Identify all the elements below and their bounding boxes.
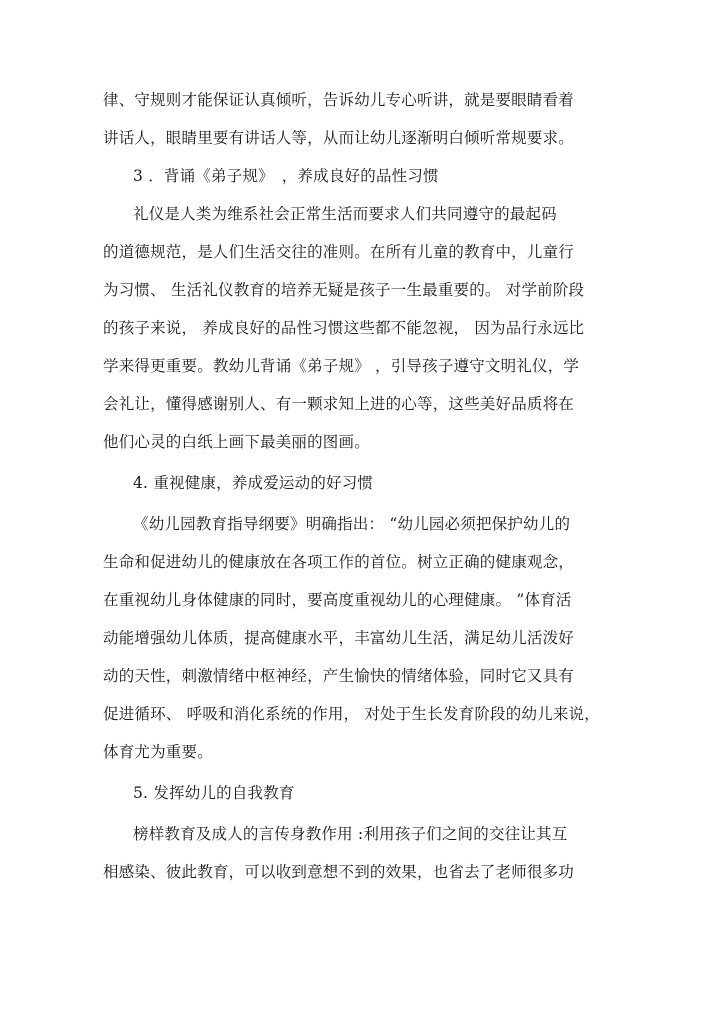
text-line: 体育尤为重要。 (103, 743, 213, 761)
text-line: 礼仪是人类为维系社会正常生活而要求人们共同遵守的最起码 (133, 205, 557, 223)
text-line: 促进循环、 呼吸和消化系统的作用， 对处于生长发育阶段的幼儿来说， (103, 705, 600, 723)
text-line: 动能增强幼儿体质，提高健康水平，丰富幼儿生活，满足幼儿活泼好 (103, 629, 575, 647)
text-line: 会礼让，懂得感谢别人、有一颗求知上进的心等，这些美好品质将在 (103, 395, 575, 413)
text-line: 《幼儿园教育指导纲要》明确指出： “幼儿园必须把保护幼儿的 (133, 515, 571, 533)
text-line: 生命和促进幼儿的健康放在各项工作的首位。树立正确的健康观念， (103, 553, 575, 571)
section-heading: 3 ．背诵《弟子规》 ，养成良好的品性习惯 (133, 167, 439, 185)
text-line: 的孩子来说， 养成良好的品性习惯这些都不能忽视， 因为品行永远比 (103, 319, 585, 337)
section-heading: 5. 发挥幼儿的自我教育 (133, 784, 295, 802)
text-line: 在重视幼儿身体健康的同时，要高度重视幼儿的心理健康。 ”体育活 (103, 591, 572, 609)
text-line: 相感染、彼此教育，可以收到意想不到的效果，也省去了老师很多功 (103, 863, 575, 881)
text-line: 的道德规范，是人们生活交往的准则。在所有儿童的教育中，儿童行 (103, 243, 575, 261)
text-line: 为习惯、 生活礼仪教育的培养无疑是孩子一生最重要的。 对学前阶段 (103, 281, 585, 299)
section-heading: 4. 重视健康，养成爱运动的好习惯 (133, 474, 374, 492)
text-line: 他们心灵的白纸上画下最美丽的图画。 (103, 433, 370, 451)
text-line: 讲话人，眼睛里要有讲话人等，从而让幼儿逐渐明白倾听常规要求。 (103, 129, 575, 147)
text-line: 动的天性，刺激情绪中枢神经，产生愉快的情绪体验，同时它又具有 (103, 667, 575, 685)
text-line: 律、守规则才能保证认真倾听，告诉幼儿专心听讲，就是要眼睛看着 (103, 91, 575, 109)
text-line: 榜样教育及成人的言传身教作用 :利用孩子们之间的交往让其互 (133, 825, 568, 843)
text-line: 学来得更重要。教幼儿背诵《弟子规》 ，引导孩子遵守文明礼仪，学 (103, 357, 580, 375)
